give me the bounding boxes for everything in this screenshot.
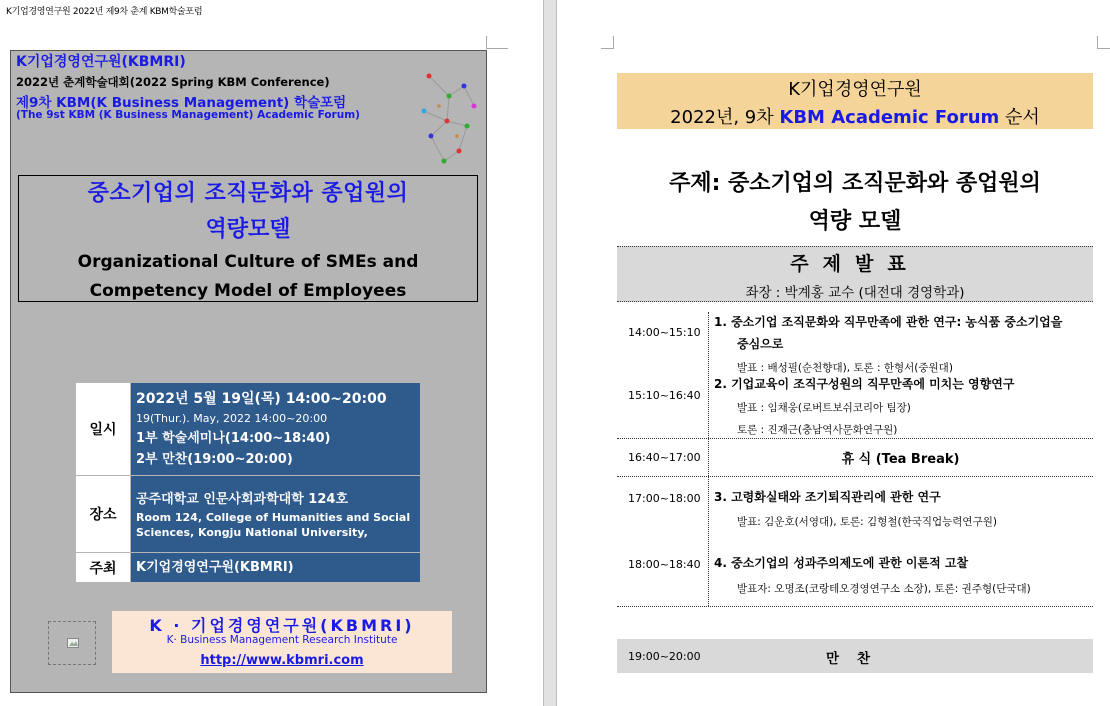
poster-conference: 2022년 춘계학술대회(2022 Spring KBM Conference): [16, 75, 330, 89]
molecule-graphic: [419, 66, 479, 171]
crop-mark: [496, 36, 508, 49]
host-value: K기업경영연구원(KBMRI): [136, 560, 294, 575]
poster-org: K기업경영연구원(KBMRI): [16, 54, 186, 70]
keynote-chair: 좌장 : 박계홍 교수 (대전대 경영학과): [745, 285, 965, 301]
info-label-host: 주최: [76, 553, 131, 583]
time-slot: 15:10~16:40: [628, 389, 701, 402]
program-banner: [617, 73, 1093, 129]
theme-line2: 역량 모델: [808, 209, 902, 234]
date-line1: 2022년 5월 19일(목) 14:00~20:00: [136, 390, 387, 407]
poster-forum-en: (The 9st KBM (K Business Management) Academic Forum): [16, 109, 360, 121]
column-divider: [708, 476, 709, 606]
running-header: K기업경영연구원 2022년 제9차 춘계 KBM학술포럼: [6, 7, 203, 17]
image-placeholder: [48, 621, 96, 665]
info-row-host: [76, 553, 421, 583]
poster-title-ko-line2: 역량모델: [205, 217, 291, 242]
right-page: [557, 0, 1110, 706]
crop-mark: [601, 36, 614, 49]
place-line1: 공주대학교 인문사회과학대학 124호: [136, 491, 349, 507]
banner-prog-prefix: 2022년, 9차: [670, 107, 780, 128]
info-value-host: [131, 553, 421, 583]
banner-prog-highlight: KBM Academic Forum: [779, 107, 1000, 128]
info-label-place: 장소: [76, 476, 131, 553]
broken-image-icon: [67, 638, 79, 648]
tea-break: 휴 식 (Tea Break): [841, 452, 960, 467]
info-label-date: 일시: [76, 383, 131, 476]
talk-discussant: 토론 : 진재근(충남역사문화연구원): [737, 424, 898, 436]
poster-title-en-line2: Competency Model of Employees: [89, 281, 407, 301]
info-value-date: [131, 383, 421, 476]
talk-title: 2. 기업교육이 조직구성원의 직무만족에 미치는 영향연구: [714, 377, 1015, 391]
place-line2: Room 124, College of Humanities and Social Sciences, Kongju National University,: [136, 510, 411, 539]
poster-forum: 제9차 KBM(K Business Management) 학술포럼: [16, 95, 347, 111]
event-info-table: [75, 382, 421, 583]
institute-name-ko: K · 기업경영연구원(KBMRI): [149, 616, 415, 635]
talk-presenter: 발표: 김운호(서영대), 토론: 김형철(한국직업능력연구원): [737, 516, 997, 528]
time-slot: 17:00~18:00: [628, 492, 701, 505]
talk-presenter: 발표자: 오명조(코랑테오경영연구소 소장), 토론: 권주형(단국대): [737, 583, 1031, 595]
institute-footer: [112, 611, 452, 673]
banner-prog-suffix: 순서: [999, 107, 1040, 128]
banner-org: K기업경영연구원: [788, 79, 922, 100]
talk-title: 3. 고령화실태와 조기퇴직관리에 관한 연구: [714, 490, 941, 504]
talk-presenter: 발표 : 임채웅(로버트보쉬코리아 팀장): [737, 402, 911, 414]
poster-title-en-line1: Organizational Culture of SMEs and: [77, 252, 419, 272]
institute-url-link[interactable]: http://www.kbmri.com: [200, 653, 364, 668]
date-line2: 19(Thur.). May, 2022 14:00~20:00: [136, 411, 328, 425]
poster-title-box: [18, 175, 478, 302]
page-gutter: [543, 0, 557, 706]
talk-title-cont: 중심으로: [737, 337, 784, 351]
column-divider: [708, 312, 709, 438]
crop-mark: [1097, 36, 1110, 49]
keynote-band: [617, 246, 1093, 302]
schedule-row-break: [617, 438, 1093, 477]
theme-line1: 주제: 중소기업의 조직문화와 종업원의: [669, 171, 1041, 196]
time-slot: 14:00~15:10: [628, 326, 701, 339]
time-slot: 16:40~17:00: [628, 451, 701, 464]
banner-program: [617, 103, 1093, 129]
time-slot: 18:00~18:40: [628, 558, 701, 571]
talk-title: 4. 중소기업의 성과주의제도에 관한 이론적 고찰: [714, 556, 969, 570]
keynote-title: 주제발표: [790, 253, 920, 275]
schedule-row: [617, 476, 1093, 607]
info-row-date: [76, 383, 421, 476]
dinner-band: [617, 639, 1093, 673]
poster-title-ko-line1: 중소기업의 조직문화와 종업원의: [87, 181, 409, 206]
info-row-place: [76, 476, 421, 553]
info-value-place: [131, 476, 421, 553]
date-line4: 2부 만찬(19:00~20:00): [136, 451, 293, 467]
poster: [10, 50, 487, 693]
dinner-label: 만찬: [826, 651, 889, 667]
left-page: [0, 0, 543, 706]
time-slot: 19:00~20:00: [628, 650, 701, 663]
talk-title: 1. 중소기업 조직문화와 직무만족에 관한 연구: 농식품 중소기업을: [714, 315, 1063, 329]
institute-name-en: K· Business Management Research Institute: [166, 634, 398, 646]
schedule-row: [617, 312, 1093, 439]
date-line3: 1부 학술세미나(14:00~18:40): [136, 430, 331, 446]
talk-presenter: 발표 : 배성필(순천향대), 토론 : 한형서(중원대): [737, 362, 953, 374]
